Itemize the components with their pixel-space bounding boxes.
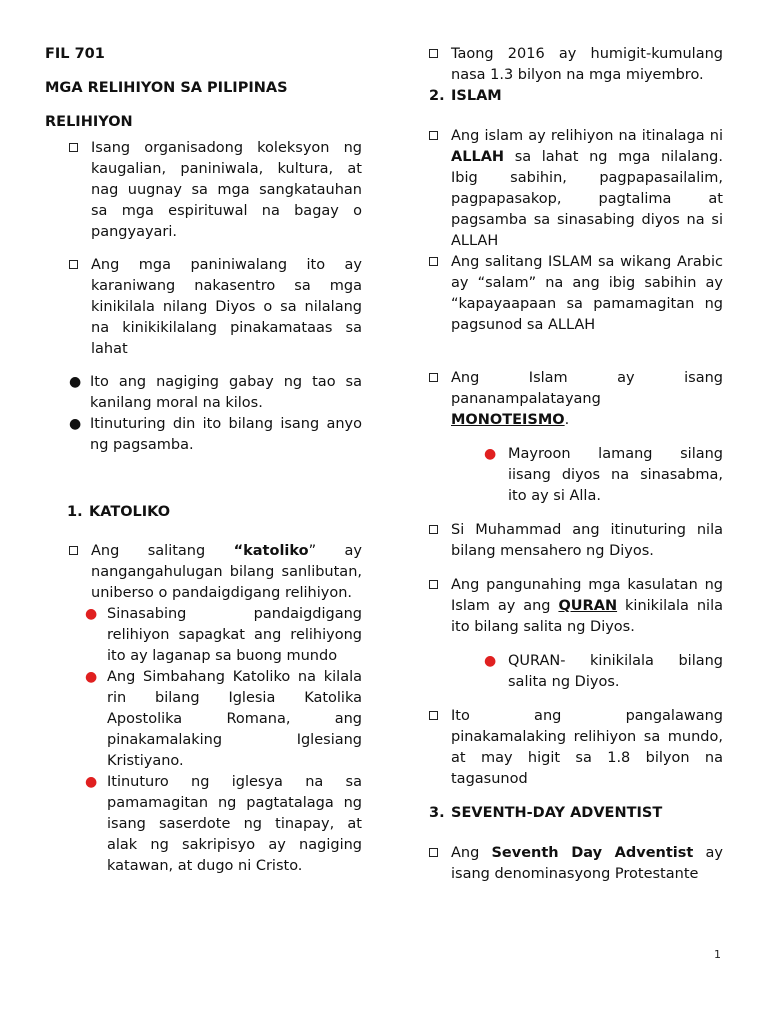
section-heading-katoliko: 1. KATOLIKO: [67, 504, 171, 520]
islam-item-6: Ito ang pangalawang pinakamalaking relihiyon sa mundo, at may higit sa 1.8 bilyon na tagasunod: [429, 706, 723, 790]
islam-item-4: Si Muhammad ang itinuturing nila bilang mensahero ng Diyos.: [429, 520, 723, 562]
left-column: [45, 44, 362, 877]
checkbox-bullet-icon: [429, 525, 438, 534]
section-heading-islam: 2. ISLAM: [429, 88, 502, 104]
checkbox-bullet-icon: [429, 580, 438, 589]
relihiyon-bullet-1: ● Ito ang nagiging gabay ng tao sa kanilang moral na kilos.: [69, 374, 362, 411]
checkbox-bullet-icon: [69, 143, 78, 152]
section-heading-relihiyon: RELIHIYON: [45, 114, 133, 130]
checkbox-bullet-icon: [429, 257, 438, 266]
islam-item-2: Ang salitang ISLAM sa wikang Arabic ay “salam” na ang ibig sabihin ay “kapayaapaan sa pamamagitan ng pagsunod sa ALLAH: [429, 252, 723, 336]
islam-item-1: Ang islam ay relihiyon na itinalaga ni ALLAH sa lahat ng mga nilalang. Ibig sabihin, pagpapasailalim, pagpapasakop, pagtalima at pagsamba sa sinasabing diyos na si ALLAH: [429, 126, 723, 252]
course-code: FIL 701: [45, 46, 105, 62]
islam-bullet-2: ● QURAN- kinikilala bilang salita ng Diyos.: [484, 653, 723, 690]
checkbox-bullet-icon: [429, 49, 438, 58]
checkbox-bullet-icon: [429, 711, 438, 720]
red-bullet-icon: ●: [484, 653, 497, 669]
checkbox-bullet-icon: [429, 131, 438, 140]
katoliko-bullet-3: ● Itinuturo ng iglesya na sa pamamagitan ng pagtatalaga ng isang saserdote ng tinapay, at alak ng sakripisyo ay nagiging katawan, at dugo ni Cristo.: [85, 774, 362, 874]
red-bullet-icon: ●: [85, 774, 98, 790]
katoliko-bullet-1: ● Sinasabing pandaigdigang relihiyon sapagkat ang relihiyong ito ay laganap sa buong mundo: [85, 606, 362, 664]
checkbox-bullet-icon: [429, 848, 438, 857]
red-bullet-icon: ●: [484, 446, 497, 462]
katoliko-item-1: Ang salitang “katoliko” ay nangangahulugan bilang sanlibutan, uniberso o pandaigdigang relihiyon.: [69, 541, 362, 604]
page-number: 1: [714, 948, 721, 961]
islam-item-3: Ang Islam ay isang pananampalatayang MONOTEISMO.: [429, 368, 723, 431]
checkbox-bullet-icon: [429, 373, 438, 382]
bullet-dot-icon: ●: [69, 416, 82, 432]
section-heading-seventh-day-adventist: 3. SEVENTH-DAY ADVENTIST: [429, 805, 663, 821]
katoliko-stat-item: Taong 2016 ay humigit-kumulang nasa 1.3 bilyon na mga miyembro.: [429, 44, 723, 86]
bullet-dot-icon: ●: [69, 374, 82, 390]
relihiyon-bullet-2: ● Itinuturing din ito bilang isang anyo ng pagsamba.: [69, 416, 362, 453]
relihiyon-item-2: Ang mga paniniwalang ito ay karaniwang nakasentro sa mga kinikilala nilang Diyos o sa nilalang na kinikikilalang pinakamataas sa lahat: [69, 255, 362, 360]
katoliko-bullet-2: ● Ang Simbahang Katoliko na kilala rin bilang Iglesia Katolika Apostolika Romana, ang pinakamalaking Iglesiang Kristiyano.: [85, 669, 362, 769]
relihiyon-item-1: Isang organisadong koleksyon ng kaugalian, paniniwala, kultura, at nag uugnay sa mga sangkatauhan sa mga espirituwal na bagay o pangyayari.: [69, 138, 362, 243]
red-bullet-icon: ●: [85, 669, 98, 685]
red-bullet-icon: ●: [85, 606, 98, 622]
checkbox-bullet-icon: [69, 546, 78, 555]
right-column: [429, 44, 723, 885]
islam-item-5: Ang pangunahing mga kasulatan ng Islam ay ang QURAN kinikilala nila ito bilang salita ng Diyos.: [429, 575, 723, 638]
checkbox-bullet-icon: [69, 260, 78, 269]
document-title: MGA RELIHIYON SA PILIPINAS: [45, 80, 288, 96]
sda-item-1: Ang Seventh Day Adventist ay isang denominasyong Protestante: [429, 843, 723, 885]
islam-bullet-1: ● Mayroon lamang silang iisang diyos na sinasabma, ito ay si Alla.: [484, 446, 723, 504]
